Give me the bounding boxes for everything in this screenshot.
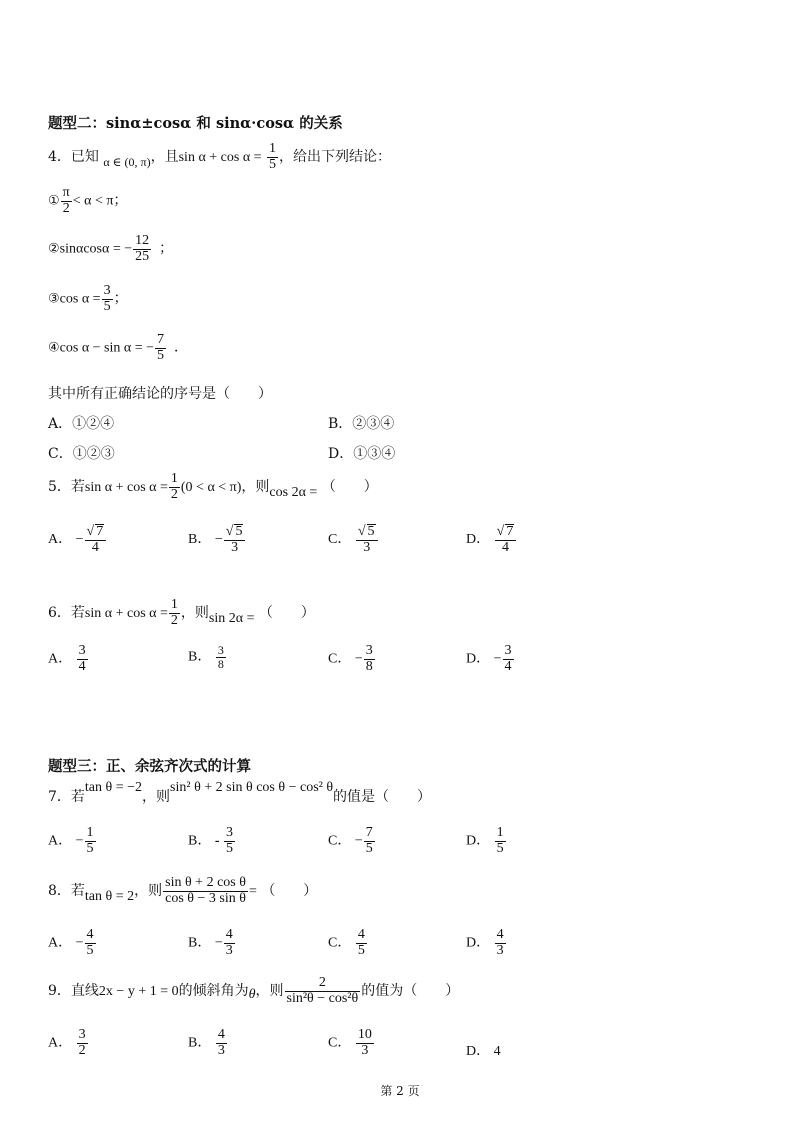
option-c[interactable]: C． − $\frac{7}{5}$ bbox=[328, 825, 373, 856]
option-a[interactable]: A． $\frac{3}{4}$ bbox=[48, 643, 86, 674]
statement-4 bbox=[48, 333, 188, 363]
statement-text: ； bbox=[113, 291, 128, 307]
statement-marker: ② bbox=[48, 241, 60, 257]
domain-condition: α ∈ (0, π) bbox=[103, 155, 151, 170]
question-number: 6．若 bbox=[48, 605, 85, 622]
fraction: $\frac{7}{5}$ bbox=[157, 332, 165, 363]
option-b[interactable]: B． - $\frac{3}{5}$ bbox=[188, 825, 234, 856]
question-5-stem bbox=[48, 472, 378, 502]
question-text: ，则 bbox=[134, 883, 163, 900]
option-a[interactable]: A． − $\frac{√ 7}{4}$ bbox=[48, 524, 107, 555]
option-b[interactable]: B． − $\frac{4}{3}$ bbox=[188, 927, 233, 958]
answer-blank: （ ） bbox=[261, 883, 318, 900]
question-6-stem bbox=[48, 598, 315, 628]
question-number: 9．直线 bbox=[48, 983, 99, 1000]
section-heading: 题型三：正、余弦齐次式的计算 bbox=[48, 758, 251, 775]
question-text: 的值为（ ） bbox=[361, 983, 460, 1000]
fraction: $\frac{1}{2}$ bbox=[170, 597, 178, 628]
question-text: ，且 bbox=[150, 149, 179, 166]
question-8-stem bbox=[48, 876, 317, 906]
statement-2 bbox=[48, 234, 173, 264]
statement-text: ； bbox=[159, 241, 174, 257]
option-d[interactable]: D． $\frac{4}{3}$ bbox=[466, 927, 504, 958]
option-b[interactable]: B． − $\frac{√ 5}{3}$ bbox=[188, 524, 246, 555]
option-c[interactable]: C． − $\frac{3}{8}$ bbox=[328, 643, 373, 674]
option-a[interactable]: A． − $\frac{1}{5}$ bbox=[48, 825, 94, 856]
condition-lhs: sin α + cos α = bbox=[84, 606, 168, 622]
option-c[interactable]: C． $\frac{10}{3}$ bbox=[328, 1027, 372, 1058]
equals-sign: = bbox=[248, 884, 257, 900]
question-number: 5．若 bbox=[48, 479, 85, 496]
question-text: ，则 bbox=[142, 789, 171, 805]
section-heading: 题型二：sinα±cosα 和 sinα·cosα 的关系 bbox=[48, 115, 343, 132]
line-equation: 2x − y + 1 = 0 bbox=[98, 984, 179, 1000]
statement-text: sinαcosα = − bbox=[59, 241, 133, 257]
option-d[interactable]: D． − $\frac{3}{4}$ bbox=[466, 643, 512, 674]
statement-marker: ③ bbox=[48, 291, 60, 307]
fraction: $\frac{3}{5}$ bbox=[103, 283, 111, 314]
option-a[interactable]: A．①②④ bbox=[48, 416, 115, 432]
option-d[interactable]: D．①③④ bbox=[328, 446, 396, 462]
option-c[interactable]: C．①②③ bbox=[48, 446, 115, 462]
condition: tan θ = 2 bbox=[84, 889, 135, 905]
question-text: 已知 bbox=[70, 149, 99, 166]
question-text: 的值是（ ） bbox=[333, 789, 432, 805]
statement-text: cos α = bbox=[59, 291, 101, 307]
target-expression: cos 2α = bbox=[269, 485, 318, 501]
fraction: $\frac{\pi}{2}$ bbox=[62, 185, 70, 216]
fraction: $\frac{2}{\text{sin²θ − cos²θ}}$ bbox=[286, 975, 359, 1006]
question-text: ，则 bbox=[180, 605, 209, 622]
question-4-ask: 其中所有正确结论的序号是（ ） bbox=[48, 386, 272, 402]
option-c[interactable]: C． $\frac{4}{5}$ bbox=[328, 927, 365, 958]
statement-1 bbox=[48, 186, 127, 216]
fraction: $\frac{1}{2}$ bbox=[170, 471, 178, 502]
question-7-stem bbox=[48, 776, 432, 805]
question-number: 8．若 bbox=[48, 883, 85, 900]
statement-text: cos α − sin α = − bbox=[59, 340, 155, 356]
condition-range: (0 < α < π) bbox=[180, 480, 242, 496]
statement-marker: ① bbox=[48, 193, 60, 209]
fraction: $\frac{12}{25}$ bbox=[135, 233, 150, 264]
statement-text: ． bbox=[174, 340, 189, 356]
question-text: ，则 bbox=[241, 479, 270, 496]
question-text: ，则 bbox=[255, 983, 284, 1000]
page-number: 第 2 页 bbox=[380, 1084, 420, 1098]
condition-lhs: sin α + cos α = bbox=[84, 480, 168, 496]
condition: tan θ = −2 bbox=[84, 780, 143, 795]
theta-symbol: θ bbox=[248, 987, 256, 1003]
question-text: ，给出下列结论： bbox=[279, 149, 392, 166]
option-a[interactable]: A． − $\frac{4}{5}$ bbox=[48, 927, 94, 958]
question-4-stem bbox=[48, 142, 391, 172]
question-number: 4． bbox=[48, 149, 71, 166]
question-text: 的倾斜角为 bbox=[178, 983, 249, 1000]
fraction: $\frac{\text{sin θ + 2 cos θ}}{\text{cos θ − 3 sin θ}}$ bbox=[165, 875, 246, 906]
answer-blank: （ ） bbox=[258, 605, 315, 622]
option-d[interactable]: D． 4 bbox=[466, 1044, 501, 1059]
option-b[interactable]: B． $\frac{3}{8}$ bbox=[188, 643, 224, 671]
option-d[interactable]: D． $\frac{√ 7}{4}$ bbox=[466, 524, 517, 555]
condition-lhs: sin α + cos α = bbox=[178, 150, 262, 166]
statement-text: < α < π； bbox=[72, 193, 128, 209]
option-b[interactable]: B．②③④ bbox=[328, 416, 395, 432]
option-b[interactable]: B． $\frac{4}{3}$ bbox=[188, 1027, 225, 1058]
target-expression: sin² θ + 2 sin θ cos θ − cos² θ bbox=[170, 780, 334, 795]
target-expression: sin 2α = bbox=[208, 611, 255, 627]
option-d[interactable]: D． $\frac{1}{5}$ bbox=[466, 825, 504, 856]
answer-blank: （ ） bbox=[321, 479, 378, 496]
fraction: $\frac{1}{5}$ bbox=[269, 141, 277, 172]
question-number: 7．若 bbox=[48, 789, 85, 805]
statement-marker: ④ bbox=[48, 340, 60, 356]
statement-3 bbox=[48, 284, 128, 314]
option-a[interactable]: A． $\frac{3}{2}$ bbox=[48, 1027, 86, 1058]
option-c[interactable]: C． $\frac{√ 5}{3}$ bbox=[328, 524, 379, 555]
question-9-stem bbox=[48, 976, 459, 1006]
